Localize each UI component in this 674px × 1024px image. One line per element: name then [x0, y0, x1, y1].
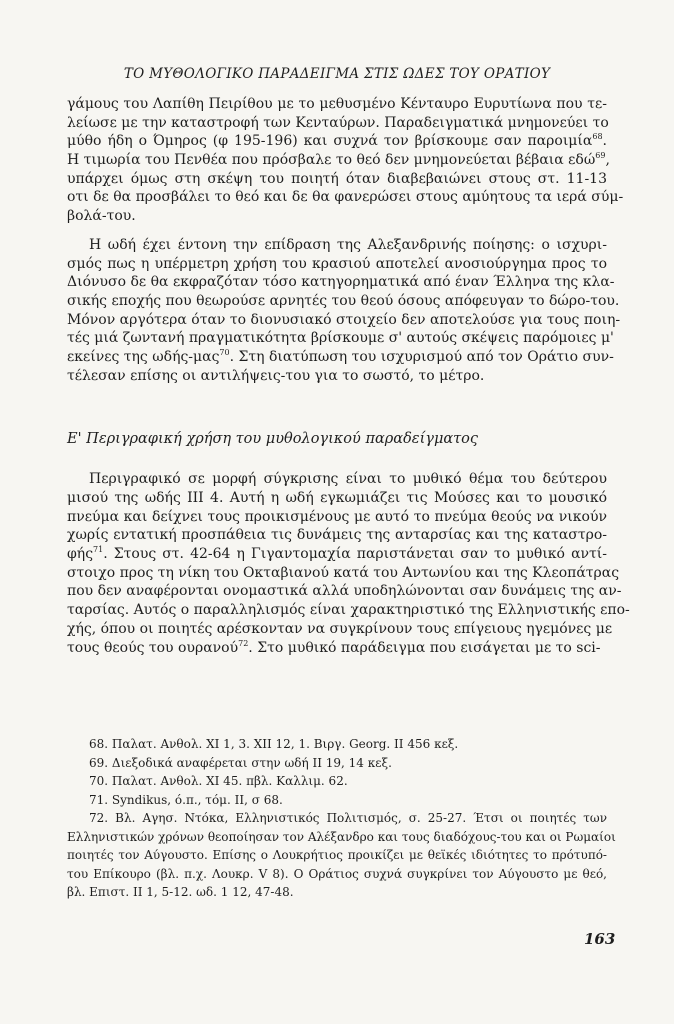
line-text: Η ωδή έχει έντονη την επίδραση της Αλεξανδρινής ποίησης: ο ισχυρι- [89, 236, 607, 253]
line-text: γάμους του Λαπίθη Πειρίθου με το μεθυσμένο Κένταυρο Ευρυτίωνα που τε- [67, 96, 607, 112]
line-text: λείωσε με την καταστροφή των Κενταύρων. Παραδειγματικά μνημονεύει το [67, 114, 609, 131]
line-text: Μόνον αργότερα όταν το διονυσιακό στοιχείο δεν αποτελούσε για τους ποιη- [67, 311, 621, 328]
body-text [67, 95, 630, 657]
text-line [67, 846, 607, 865]
line-text: μισού της ωδής III 4. Αυτή η ωδή εγκωμιάζει τις Μούσες και το μουσικό [67, 490, 607, 506]
footnote [67, 735, 607, 754]
footnote-ref: 70 [219, 347, 230, 357]
line-text: . Στη διατύπωση του ισχυρισμού από τον Οράτιο συν- [229, 348, 614, 365]
line-text: χής, όπου οι ποιητές αρέσκονταν να συγκρίνουν τους επίγειους ηγεμόνες με [67, 620, 613, 637]
text-line [67, 508, 607, 527]
text-line [67, 188, 624, 207]
text-line [67, 347, 614, 367]
text-line [67, 236, 607, 255]
text-line [67, 255, 607, 274]
footnote-ref: 72 [238, 638, 249, 648]
line-text: 72. Βλ. Αγησ. Ντόκα, Ελληνιστικός Πολιτισμός, σ. 25-27. Έτσι οι ποιητές των [89, 811, 607, 825]
footnote-ref: 69 [595, 151, 606, 161]
line-text: οτι δε θα προσβάλει το θεό και δε θα φανερώσει στους αμύητους τα ιερά σύμ- [67, 189, 624, 206]
line-text: 69. Διεξοδικά αναφέρεται στην ωδή II 19, 14 κεξ. [89, 755, 392, 770]
text-line [67, 791, 607, 810]
line-text: εκείνες της ωδής-μας [67, 348, 220, 365]
text-line [67, 95, 607, 114]
text-line [67, 620, 613, 639]
line-text: 70. Παλατ. Ανθολ. XI 45. πβλ. Καλλιμ. 62. [89, 774, 348, 788]
text-line [67, 865, 607, 884]
line-text: . Στο μυθικό παράδειγμα που εισάγεται με το sci- [248, 639, 601, 656]
text-line [67, 564, 620, 583]
line-text: . Στους στ. 42-64 η Γιγαντομαχία παριστάνεται σαν το μυθικό αντί- [103, 546, 607, 563]
text-line [67, 292, 620, 311]
footnote [67, 772, 607, 791]
footnote [67, 754, 607, 773]
text-line [67, 273, 615, 292]
line-text: υπάρχει όμως στη σκέψη του ποιητή όταν διαβεβαιώνει στους στ. 11-13 [67, 170, 607, 187]
text-line [67, 735, 607, 754]
paragraph [67, 95, 624, 226]
line-text: που δεν αναφέρονται ονομαστικά αλλά υποδηλώνονται σαν δυνάμεις της αν- [67, 583, 622, 600]
footnote [67, 791, 607, 810]
line-text: 68. Παλατ. Ανθολ. XI 1, 3. XII 12, 1. Βιργ. Georg. II 456 κεξ. [89, 737, 459, 751]
text-line [67, 545, 607, 564]
text-line [67, 132, 607, 151]
text-line [67, 809, 607, 828]
text-line [67, 329, 614, 348]
line-text: , [605, 152, 610, 169]
text-line [67, 828, 616, 847]
text-line [67, 151, 610, 170]
line-text: 71. Syndikus, ό.π., τόμ. II, σ 68. [89, 792, 283, 807]
text-line [67, 311, 621, 330]
page-number: 163 [584, 930, 616, 948]
line-text: Περιγραφικό σε μορφή σύγκρισης είναι το μυθικό θέμα του δεύτερου [89, 471, 607, 488]
text-line [67, 114, 607, 133]
line-text: στοιχο προς τη νίκη του Οκταβιανού κατά του Αντωνίου και της Κλεοπάτρας [67, 564, 620, 581]
text-line [67, 170, 607, 189]
section-heading: Ε' Περιγραφική χρήση του μυθολογικού παραδείγματος [67, 431, 479, 447]
line-text: χωρίς εντατική προσπάθεια τις δυνάμεις της ανταρσίας και της καταστρο- [67, 527, 607, 544]
text-line [67, 639, 607, 658]
footnotes [67, 735, 616, 902]
text-line [67, 367, 607, 386]
line-text: ποιητές τον Αύγουστο. Επίσης ο Λουκρήτιος προικίζει με θεϊκές ιδιότητες το πρότυπό- [67, 848, 607, 862]
running-header: ΤΟ ΜΥΘΟΛΟΓΙΚΟ ΠΑΡΑΔΕΙΓΜΑ ΣΤΙΣ ΩΔΕΣ ΤΟΥ ΟΡΑΤΙΟΥ [123, 66, 551, 82]
line-text: βλ. Επιστ. II 1, 5-12. ωδ. 1 12, 47-48. [67, 885, 294, 899]
text-line [67, 601, 630, 620]
line-text: τους θεούς του ουρανού [67, 639, 239, 656]
line-text: Διόνυσο δε θα εκφραζόταν τόσο κατηγορηματικά από έναν Έλληνα της κλα- [67, 274, 615, 291]
line-text: σικής εποχής που θεωρούσε αρνητές του θεού όσους απόφευγαν το δώρο-του. [67, 292, 620, 309]
line-text: μύθο ήδη ο Όμηρος (φ 195-196) και συχνά τον βρίσκουμε σαν παροιμία [67, 133, 593, 150]
line-text: πνεύμα και δείχνει τους προικισμένους με αυτό το πνεύμα θεούς να νικούν [67, 508, 607, 525]
text-line [67, 772, 607, 791]
line-text: του Επίκουρο (βλ. π.χ. Λουκρ. V 8). Ο Οράτιος συχνά συγκρίνει τον Αύγουστο με θεό, [67, 866, 607, 881]
line-text: φής [67, 546, 94, 563]
text-line [67, 582, 622, 601]
line-text: βολά-του. [67, 208, 136, 225]
footnote-ref: 68 [592, 132, 603, 142]
line-text: Η τιμωρία του Πενθέα που πρόσβαλε το θεό δεν μνημονεύεται βέβαια εδώ [67, 152, 596, 169]
text-line [67, 754, 607, 773]
line-text: . [602, 133, 607, 150]
text-line [67, 489, 607, 508]
text-line [67, 883, 607, 902]
paragraph [67, 470, 630, 657]
text-line [67, 526, 607, 545]
text-line [67, 470, 607, 489]
line-text: τές μιά ζωντανή πραγματικότητα βρίσκουμε σ' αυτούς σκέψεις παρόμοιες μ' [67, 330, 614, 347]
footnote [67, 809, 616, 902]
text-line [67, 207, 607, 226]
line-text: Ελληνιστικών χρόνων θεοποίησαν τον Αλέξανδρο και τους διαδόχους-του και οι Ρωμαίοι [67, 829, 616, 844]
line-text: ταρσίας. Αυτός ο παραλληλισμός είναι χαρακτηριστικό της Ελληνιστικής επο- [67, 602, 630, 619]
line-text: σμός πως η υπέρμετρη χρήση του κρασιού αποτελεί ανοσιούργημα προς το [67, 255, 607, 272]
footnote-ref: 71 [93, 545, 104, 555]
line-text: τέλεσαν επίσης οι αντιλήψεις-του για το σωστό, το μέτρο. [67, 367, 485, 384]
paragraph [67, 236, 621, 386]
